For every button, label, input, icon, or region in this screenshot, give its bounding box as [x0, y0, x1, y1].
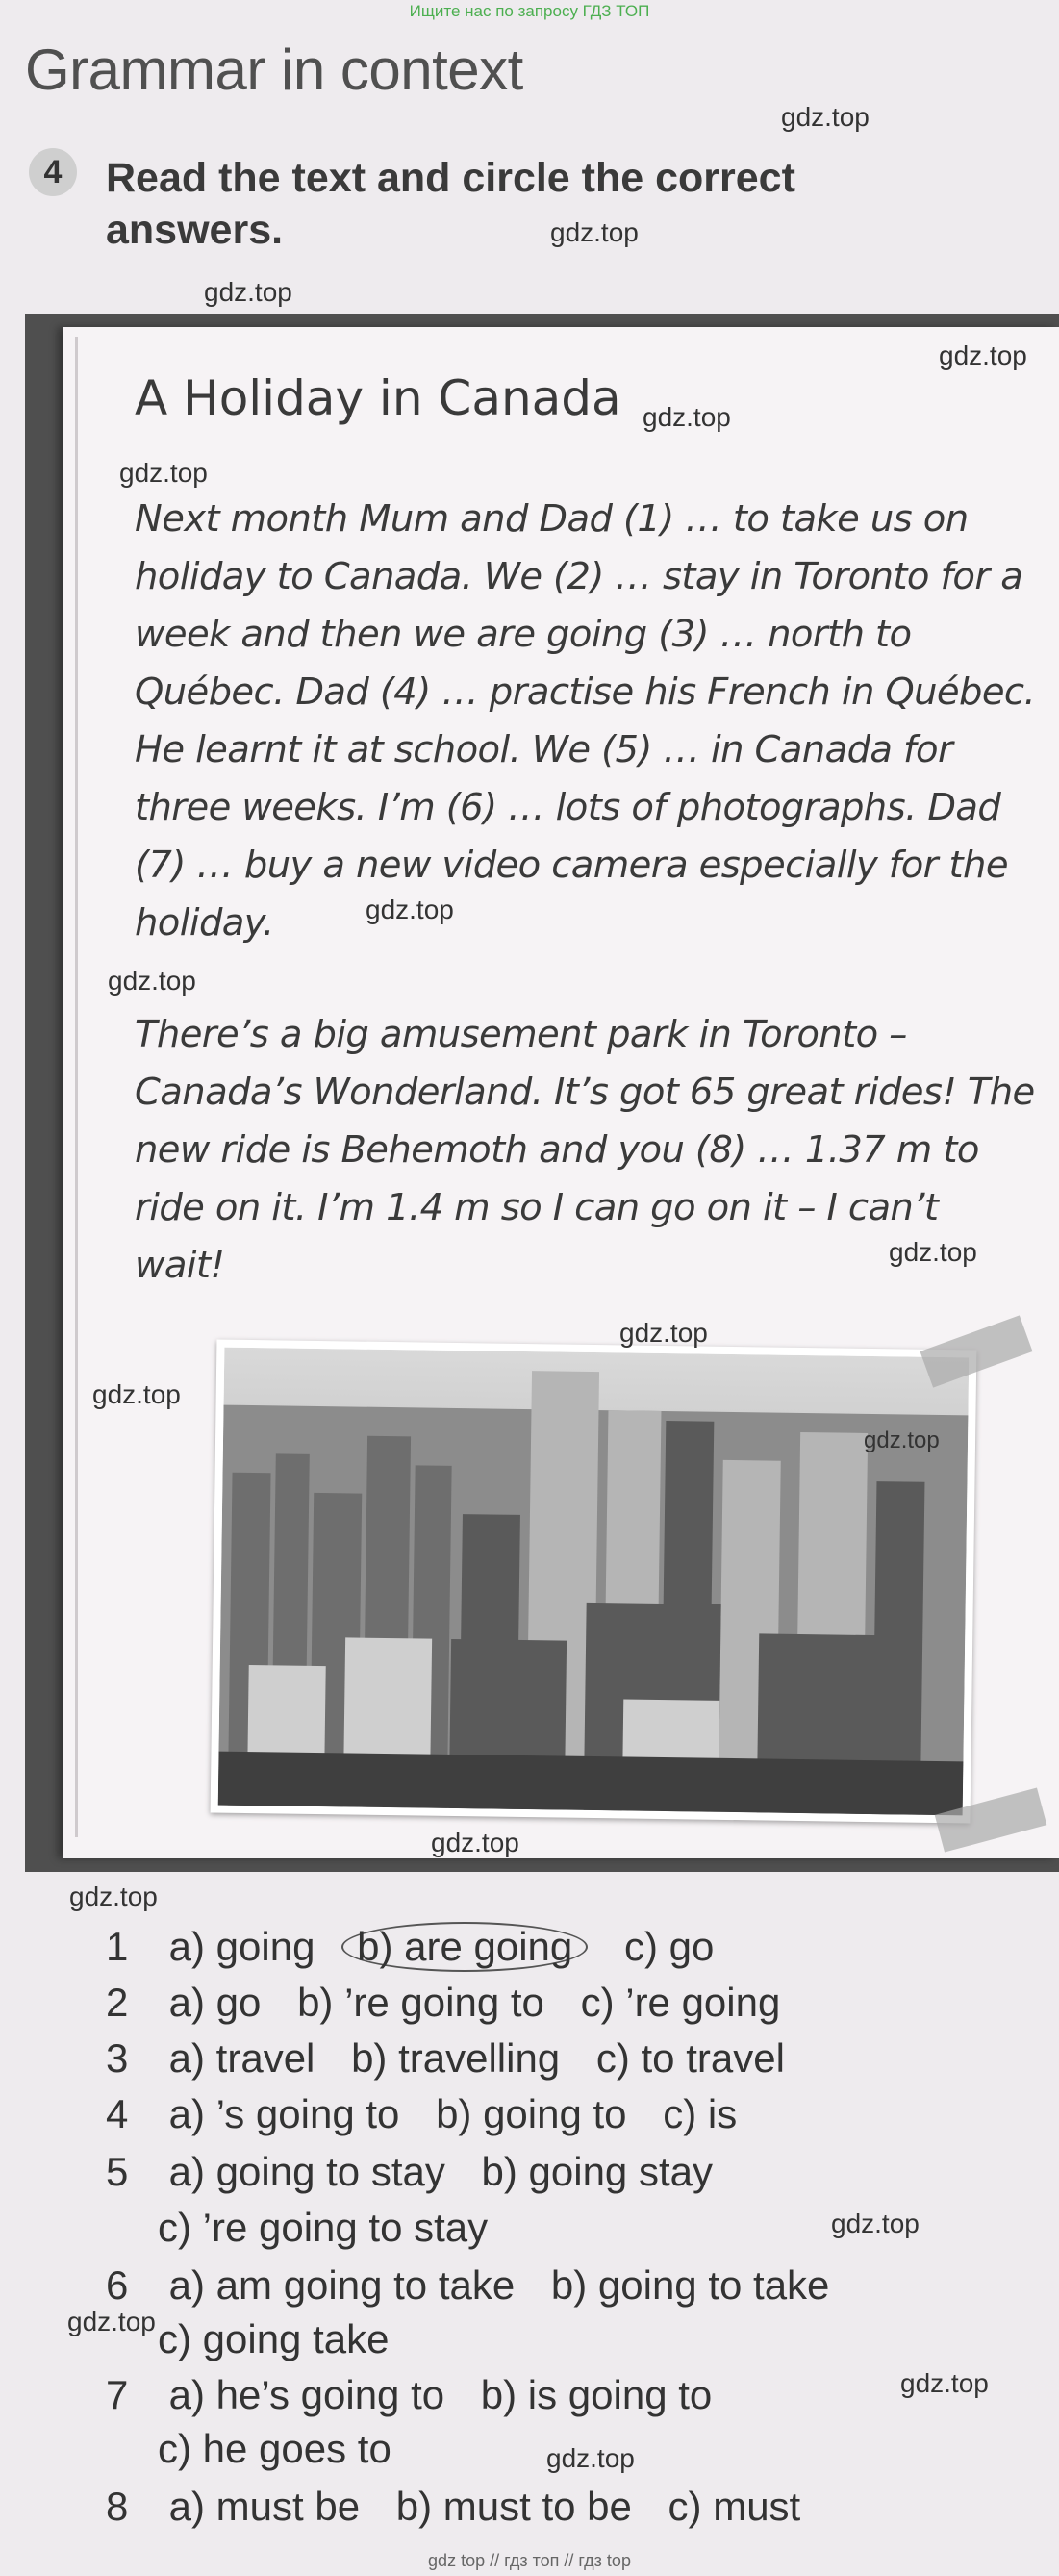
watermark: gdz.top — [546, 2443, 635, 2473]
answer-row-7: 7 a) he’s going to b) is going to — [106, 2372, 713, 2417]
watermark: gdz.top — [431, 1828, 519, 1857]
option-8a[interactable]: a) must be — [168, 2484, 361, 2529]
watermark: gdz.top — [939, 341, 1027, 370]
option-6b[interactable]: b) going to take — [550, 2262, 830, 2308]
option-2c[interactable]: c) ’re going — [580, 1980, 781, 2025]
answer-row-6: 6 a) am going to take b) going to take — [106, 2262, 830, 2308]
toronto-photo — [211, 1340, 977, 1824]
watermark: gdz.top — [366, 895, 454, 924]
option-5b[interactable]: b) going stay — [481, 2149, 713, 2194]
watermark: gdz.top — [108, 966, 196, 996]
option-1b-circled[interactable]: b) are going — [341, 1922, 588, 1972]
answer-row-5: 5 a) going to stay b) going stay — [106, 2149, 713, 2194]
option-7a[interactable]: a) he’s going to — [168, 2372, 445, 2417]
watermark: gdz.top — [889, 1237, 977, 1267]
answer-row-7-cont — [158, 2426, 416, 2472]
option-3c[interactable]: c) to travel — [595, 2035, 785, 2081]
watermark: gdz.top — [92, 1379, 181, 1409]
section-heading: Grammar in context — [25, 38, 523, 102]
answer-row-3: 3 a) travel b) travelling c) to travel — [106, 2035, 785, 2081]
city-skyline-image — [218, 1348, 970, 1816]
story-paragraph-1: Next month Mum and Dad (1) … to take us on holiday to Canada. We (2) … stay in Toronto for a week and then we are going (3) … north to Québec. Dad (4) … practise his French in Québec. He learnt it at school. We (5) … in Canada for three weeks. I’m (6) … lots of photographs. Dad (7) … buy a new video camera especially for the holiday. — [135, 497, 1036, 945]
answer-row-2: 2 a) go b) ’re going to c) ’re going — [106, 1980, 781, 2025]
watermark: gdz.top — [550, 217, 639, 247]
exercise-instruction: Read the text and circle the correct answers. — [106, 155, 795, 253]
watermark: gdz.top — [643, 402, 731, 432]
option-5c[interactable]: c) ’re going to stay — [158, 2205, 489, 2250]
option-2b[interactable]: b) ’re going to — [297, 1980, 544, 2025]
option-7c[interactable]: c) he goes to — [158, 2426, 391, 2471]
exercise-number-badge: 4 — [29, 148, 77, 196]
option-8c[interactable]: c) must — [668, 2484, 801, 2529]
story-paragraph-2: There’s a big amusement park in Toronto – Canada’s Wonderland. It’s got 65 great rides! The new ride is Behemoth and you (8) … 1.37 m to ride on it. I’m 1.4 m so I can go on it – I can’t wait! — [135, 1013, 1035, 1287]
watermark: gdz.top — [900, 2368, 989, 2398]
watermark: gdz.top — [781, 102, 870, 132]
option-7b[interactable]: b) is going to — [480, 2372, 713, 2417]
watermark: gdz.top — [67, 2307, 156, 2336]
watermark: gdz.top — [619, 1318, 708, 1348]
watermark: gdz.top — [204, 277, 292, 307]
option-8b[interactable]: b) must to be — [395, 2484, 632, 2529]
footer-watermark: gdz top // гдз топ // гдз top — [428, 2551, 631, 2570]
top-banner[interactable]: Ищите нас по запросу ГДЗ ТОП — [409, 2, 650, 20]
option-4b[interactable]: b) going to — [436, 2091, 627, 2136]
option-6a[interactable]: a) am going to take — [168, 2262, 516, 2308]
option-6c[interactable]: c) going take — [158, 2316, 390, 2361]
story-title: A Holiday in Canada — [135, 370, 621, 426]
option-1c[interactable]: c) go — [623, 1924, 715, 1969]
option-4a[interactable]: a) ’s going to — [168, 2091, 400, 2136]
option-4c[interactable]: c) is — [663, 2091, 738, 2136]
answer-row-1: 1 a) going b) are going c) go — [106, 1922, 739, 1972]
answer-row-6-cont — [158, 2316, 414, 2362]
option-2a[interactable]: a) go — [168, 1980, 262, 2025]
answer-row-5-cont — [158, 2205, 513, 2251]
watermark: gdz.top — [119, 458, 208, 488]
watermark: gdz.top — [69, 1881, 158, 1911]
option-1a[interactable]: a) going — [168, 1924, 315, 1969]
option-5a[interactable]: a) going to stay — [168, 2149, 445, 2194]
option-3a[interactable]: a) travel — [168, 2035, 315, 2081]
option-3b[interactable]: b) travelling — [351, 2035, 561, 2081]
answer-row-4: 4 a) ’s going to b) going to c) is — [106, 2091, 738, 2136]
watermark: gdz.top — [864, 1427, 940, 1453]
answer-row-8: 8 a) must be b) must to be c) must — [106, 2484, 801, 2529]
watermark: gdz.top — [831, 2209, 920, 2238]
